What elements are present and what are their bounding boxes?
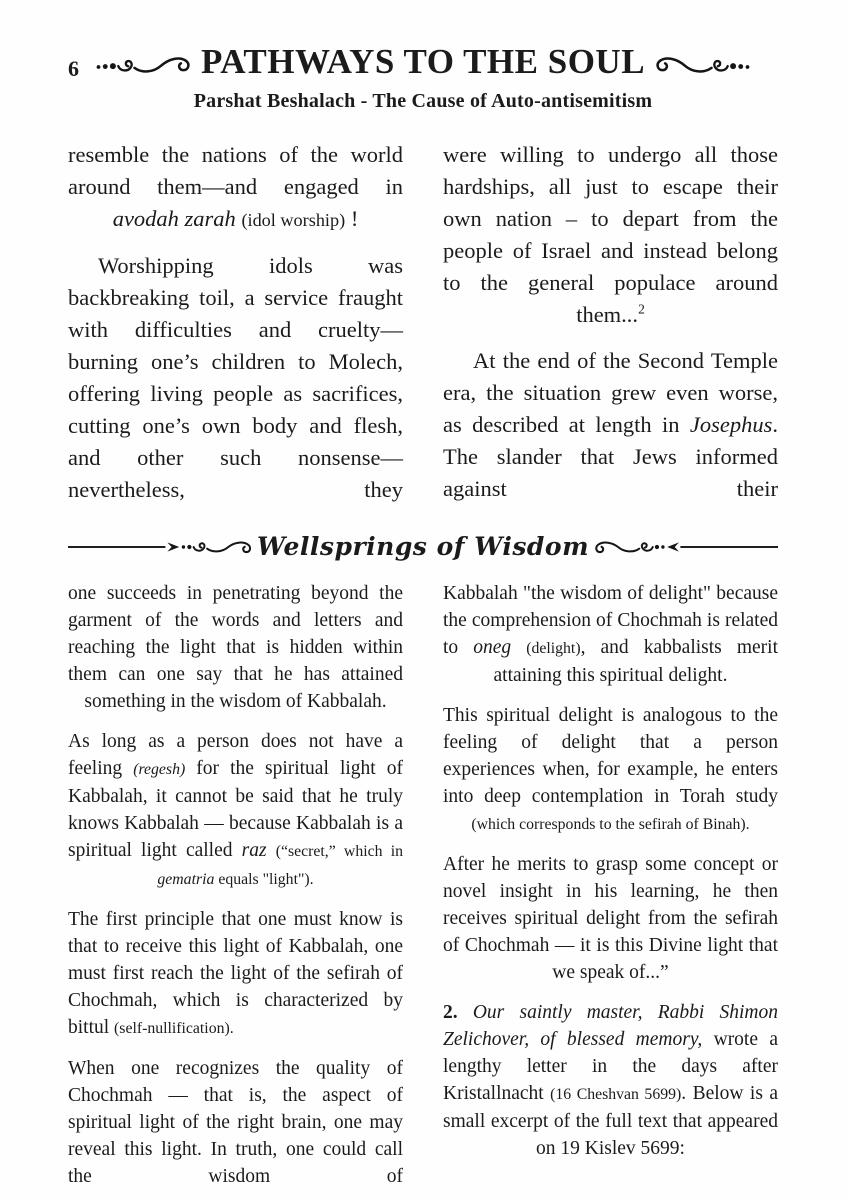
page-title: PATHWAYS TO THE SOUL <box>200 42 646 81</box>
divider-title: Wellsprings of Wisdom <box>256 532 590 562</box>
main-left-column <box>68 139 403 520</box>
divider-label <box>165 526 680 568</box>
wellsprings-right-paragraph-3: After he merits to grasp some concept or novel insight in his learning, he then receives spiritual delight from the sefirah of Chochmah — it is this Divine light that we speak of...” <box>443 853 778 983</box>
wellsprings-right-paragraph-4: 2. Our saintly master, Rabbi Shimon Zelichover, of blessed memory, wrote a lengthy letter in the days after Kristallnacht (16 Cheshvan 5699). Below is a small excerpt of the full text that appeared on 19 Kislev 5699: <box>443 1001 779 1159</box>
flourish-icon-left <box>94 49 193 76</box>
page-header <box>0 0 846 113</box>
wellsprings-left-paragraph-4: When one recognizes the quality of Chochmah — that is, the aspect of spiritual light of the right brain, one may reveal this light. In truth, one could call the wisdom of <box>68 1057 403 1187</box>
flourish-icon-right <box>653 49 752 76</box>
page-subtitle: Parshat Beshalach - The Cause of Auto-antisemitism <box>193 89 653 112</box>
divider-flourish-icon-right <box>594 536 679 558</box>
main-left-paragraph-2: Worshipping idols was backbreaking toil, a service fraught with difficulties and cruelty—burning one’s children to Molech, offering living people as sacrifices, cutting one’s own body and flesh, and other such nonsense—nevertheless, they <box>68 252 403 502</box>
wellsprings-left-paragraph-1: one succeeds in penetrating beyond the garment of the words and letters and reaching the light that is hidden within them can one say that he has attained something in the wisdom of Kabbalah. <box>68 582 403 712</box>
main-right-paragraph-2: At the end of the Second Temple era, the situation grew even worse, as described at length in Josephus. The slander that Jews informed against their <box>443 347 778 501</box>
section-divider <box>0 526 846 568</box>
wellsprings-right-paragraph-1: Kabbalah "the wisdom of delight" because the comprehension of Chochmah is related to oneg (delight), and kabbalists merit attaining this spiritual delight. <box>443 582 778 686</box>
main-article <box>0 139 846 520</box>
main-right-paragraph-1: were willing to undergo all those hardships, all just to escape their own nation – to depart from the people of Israel and instead belong to the general populace around them...$^2$ <box>443 141 778 327</box>
wellsprings-left-column <box>68 580 403 1200</box>
wellsprings-left-paragraph-2: As long as a person does not have a feeling (regesh) for the spiritual light of Kabbalah, it cannot be said that he truly knows Kabbalah — because Kabbalah is a spiritual light called raz (“secret,” which in gematria equals "light"). <box>68 730 404 888</box>
wellsprings-right-paragraph-2: This spiritual delight is analogous to the feeling of delight that a person experiences when, for example, he enters into deep contemplation in Torah study (which corresponds to the sefirah of Binah). <box>443 704 778 833</box>
page-number: 6 <box>68 56 79 81</box>
page-title-row <box>0 44 846 81</box>
wellsprings-left-paragraph-3: The first principle that one must know is that to receive this light of Kabbalah, one must first reach the light of the sefirah of Chochmah, which is characterized by bittul (self-nullification). <box>68 908 403 1038</box>
divider-flourish-icon-left <box>167 536 252 558</box>
wellsprings-right-column <box>443 580 778 1200</box>
main-left-paragraph-1: resemble the nations of the world around them—and engaged in avodah zarah (idol worship) ! <box>68 141 403 231</box>
wellsprings-section <box>0 580 846 1200</box>
main-right-column <box>443 139 778 520</box>
